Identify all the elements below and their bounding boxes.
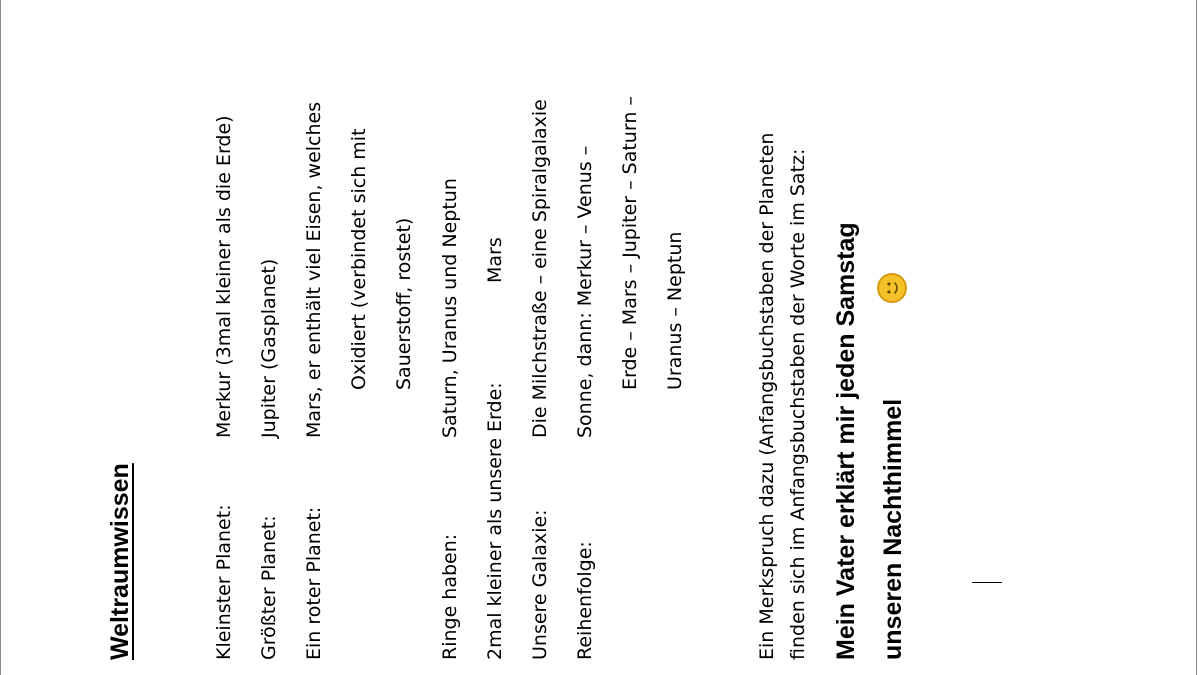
fact-value: Jupiter (Gasplanet) <box>258 258 280 438</box>
fact-value-continued: Uranus – Neptun <box>664 231 686 390</box>
fact-label: 2mal kleiner als unsere Erde: <box>484 382 506 660</box>
fact-label: Reihenfolge: <box>574 541 596 660</box>
fact-label: Ringe haben: <box>439 533 461 660</box>
mnemonic-sentence: unseren Nachthimmel <box>879 398 907 660</box>
fact-value: Merkur (3mal kleiner als die Erde) <box>213 115 235 438</box>
fact-value: Die Milchstraße – eine Spiralgalaxie <box>529 99 551 438</box>
mnemonic-sentence: Mein Vater erklärt mir jeden Samstag <box>832 222 860 660</box>
fact-label: Größter Planet: <box>258 515 280 660</box>
fact-value: Sonne, dann: Merkur – Venus – <box>574 145 596 438</box>
mnemonic-intro: finden sich im Anfangsbuchstaben der Worte im Satz: <box>787 148 809 660</box>
document-title: Weltraumwissen <box>106 463 134 660</box>
fact-value-continued: Oxidiert (verbindet sich mit <box>348 128 370 390</box>
text-cursor <box>972 582 1002 583</box>
fact-value-continued: Erde – Mars – Jupiter – Saturn – <box>619 96 641 390</box>
fact-label: Ein roter Planet: <box>303 506 325 660</box>
fact-label: Unsere Galaxie: <box>529 509 551 660</box>
fact-value: Saturn, Uranus und Neptun <box>439 178 461 438</box>
fact-label: Kleinster Planet: <box>213 504 235 660</box>
mnemonic-intro: Ein Merkspruch dazu (Anfangsbuchstaben der Planeten <box>756 132 778 660</box>
fact-value: Mars, er enthält viel Eisen, welches <box>303 101 325 438</box>
smiley-icon <box>877 273 907 303</box>
fact-value: Mars <box>484 237 506 283</box>
fact-value-continued: Sauerstoff, rostet) <box>393 217 415 390</box>
